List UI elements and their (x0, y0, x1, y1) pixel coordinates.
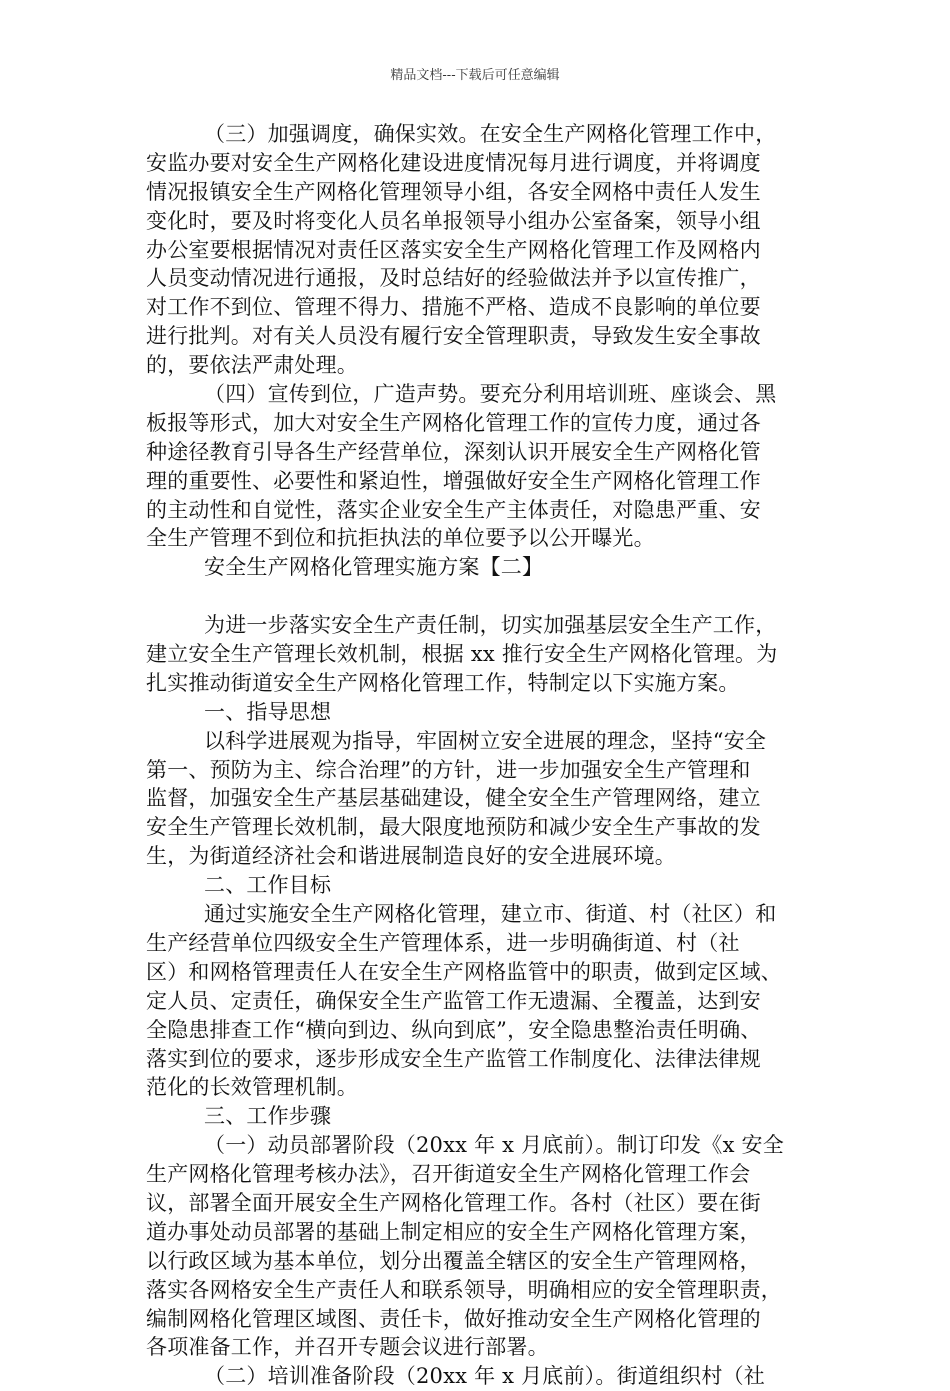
text-line: 监督，加强安全生产基层基础建设，健全安全生产管理网络，建立 (146, 786, 761, 811)
text-line: 定人员、定责任，确保安全生产监管工作无遗漏、全覆盖，达到安 (146, 988, 761, 1013)
blank-line (146, 582, 810, 611)
text-line: 情况报镇安全生产网格化管理领导小组，各安全网格中责任人发生 (146, 179, 761, 204)
page-header: 精品文档---下载后可任意编辑 (390, 68, 560, 83)
text-line: 以科学进展观为指导，牢固树立安全进展的理念，坚持“安全 (204, 728, 767, 753)
text-line: 生，为街道经济社会和谐进展制造良好的安全进展环境。 (146, 844, 676, 869)
text-line: 生产网格化管理考核办法》，召开街道安全生产网格化管理工作会 (146, 1162, 751, 1187)
text-line: 通过实施安全生产网格化管理，建立市、街道、村（社区）和 (204, 902, 777, 927)
text-line: 落实到位的要求，逐步形成安全生产监管工作制度化、法律法律规 (146, 1046, 761, 1071)
text-line: 二、工作目标 (204, 873, 332, 898)
text-line: 的，要依法严肃处理。 (146, 353, 358, 378)
text-line: 范化的长效管理机制。 (146, 1075, 358, 1100)
text-line: 办公室要根据情况对责任区落实安全生产网格化管理工作及网格内 (146, 237, 761, 262)
text-line: 各项准备工作，并召开专题会议进行部署。 (146, 1335, 549, 1360)
text-line: 全生产管理不到位和抗拒执法的单位要予以公开曝光。 (146, 526, 655, 551)
text-line: （三）加强调度，确保实效。在安全生产网格化管理工作中， (204, 122, 777, 146)
document-body (146, 120, 810, 1391)
text-line: 安监办要对安全生产网格化建设进度情况每月进行调度，并将调度 (146, 150, 761, 175)
text-line: 落实各网格安全生产责任人和联系领导，明确相应的安全管理职责， (146, 1277, 782, 1302)
text-line: 编制网格化管理区域图、责任卡，做好推动安全生产网格化管理的 (146, 1306, 761, 1331)
text-line: （一）动员部署阶段（20xx 年 x 月底前）。制订印发《x 安全 (204, 1133, 784, 1158)
text-line: （二）培训准备阶段（20xx 年 x 月底前）。街道组织村（社 (204, 1364, 765, 1389)
text-line: 板报等形式，加大对安全生产网格化管理工作的宣传力度，通过各 (146, 410, 761, 435)
text-line: 为进一步落实安全生产责任制，切实加强基层安全生产工作， (204, 613, 777, 638)
text-line: 理的重要性、必要性和紧迫性，增强做好安全生产网格化管理工作 (146, 468, 761, 493)
text-line: 扎实推动街道安全生产网格化管理工作，特制定以下实施方案。 (146, 670, 740, 695)
text-line: 以行政区域为基本单位，划分出覆盖全辖区的安全生产管理网格， (146, 1248, 761, 1273)
text-line: 进行批判。对有关人员没有履行安全管理职责，导致发生安全事故 (146, 324, 761, 349)
text-line: （四）宣传到位，广造声势。要充分利用培训班、座谈会、黑 (204, 382, 777, 407)
text-line: 三、工作步骤 (204, 1104, 332, 1129)
text-line: 全隐患排查工作“横向到边、纵向到底”，安全隐患整治责任明确、 (146, 1017, 762, 1042)
text-line: 第一、预防为主、综合治理”的方针，进一步加强安全生产管理和 (146, 757, 751, 782)
text-line: 道办事处动员部署的基础上制定相应的安全生产网格化管理方案， (146, 1219, 761, 1244)
text-line: 人员变动情况进行通报，及时总结好的经验做法并予以宣传推广， (146, 266, 761, 291)
text-line: 安全生产管理长效机制，最大限度地预防和减少安全生产事故的发 (146, 815, 761, 840)
text-line: 议，部署全面开展安全生产网格化管理工作。各村（社区）要在街 (146, 1190, 761, 1215)
text-line: 的主动性和自觉性，落实企业安全生产主体责任，对隐患严重、安 (146, 497, 761, 522)
text-line: 对工作不到位、管理不得力、措施不严格、造成不良影响的单位要 (146, 295, 761, 320)
text-line: 变化时，要及时将变化人员名单报领导小组办公室备案，领导小组 (146, 208, 761, 233)
text-line: 一、指导思想 (204, 699, 332, 724)
text-line: 生产经营单位四级安全生产管理体系，进一步明确街道、村（社 (146, 930, 740, 955)
text-line: 建立安全生产管理长效机制，根据 xx 推行安全生产网格化管理。为 (146, 642, 778, 667)
text-line: 区）和网格管理责任人在安全生产网格监管中的职责，做到定区域、 (146, 959, 782, 984)
text-line: 安全生产网格化管理实施方案【二】 (204, 555, 544, 580)
text-line: 种途径教育引导各生产经营单位，深刻认识开展安全生产网格化管 (146, 439, 761, 464)
